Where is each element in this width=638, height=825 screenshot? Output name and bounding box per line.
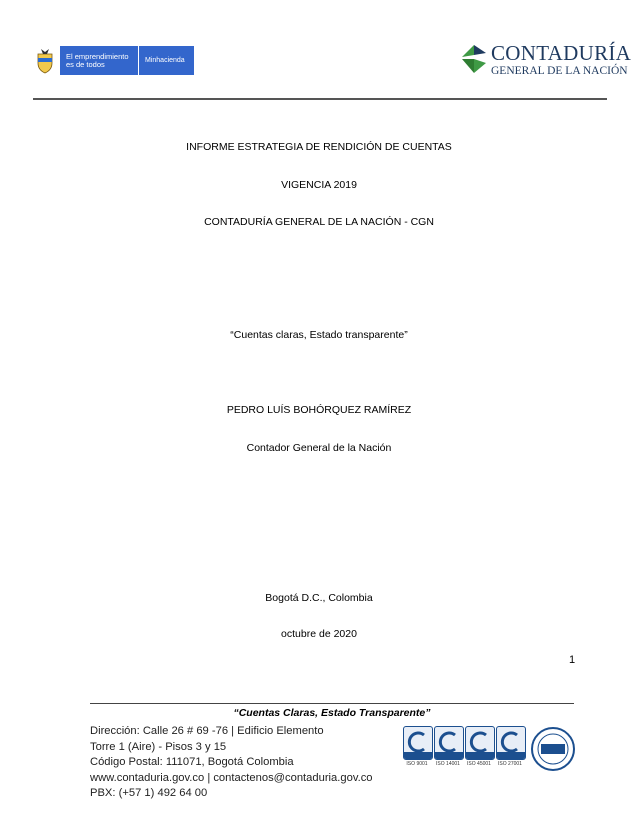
report-vigencia: VIGENCIA 2019 [281,179,357,191]
cert-code-1: 9001 [416,761,428,767]
certification-seal-icon [403,726,433,760]
cert-code-3: 45001 [477,761,491,767]
cgn-mark-icon [460,43,488,77]
footer-web-email: www.contaduria.gov.co | contactenos@contaduria.gov.co [90,771,373,784]
header-divider [33,98,607,100]
iqnet-seal-icon [530,726,576,772]
gov-slogan-box [60,46,138,75]
certification-logos [403,726,576,772]
footer-postal-code: Código Postal: 111071, Bogotá Colombia [90,756,294,768]
ministry-box [139,46,194,75]
cgn-logo [460,43,631,77]
footer-address: Dirección: Calle 26 # 69 -76 | Edificio Elemento [90,725,324,737]
page-number: 1 [569,654,576,666]
cgn-subname: GENERAL DE LA NACIÓN [491,65,628,77]
logo-divider [138,46,139,75]
certification-seal-icon [465,726,495,760]
cert-label-2: ISO [436,761,445,767]
footer-tower: Torre 1 (Aire) - Pisos 3 y 15 [90,740,227,753]
footer-divider [90,703,574,704]
signer-role: Contador General de la Nación [246,442,392,454]
certification-badge [403,726,431,767]
cert-code-2: 14001 [446,761,460,767]
certification-badge [496,726,524,767]
report-title: INFORME ESTRATEGIA DE RENDICIÓN DE CUENTAS [186,141,452,153]
certification-badge [465,726,493,767]
certification-badge [434,726,462,767]
footer-contact [90,724,373,802]
cgn-name: CONTADURÍA [491,41,632,65]
report-place: Bogotá D.C., Colombia [265,592,373,604]
report-slogan: “Cuentas claras, Estado transparente” [230,329,408,341]
certification-seal-icon [496,726,526,760]
report-entity: CONTADURÍA GENERAL DE LA NACIÓN - CGN [204,216,434,228]
footer-slogan: “Cuentas Claras, Estado Transparente” [233,707,431,719]
cert-label-1: ISO [406,761,416,767]
certification-seal-icon [434,726,464,760]
cert-code-4: 27001 [508,761,522,767]
gov-slogan-line2: es de todos [66,59,105,69]
government-logo [34,46,194,75]
cert-label-3: ISO [467,761,476,767]
footer-phone: PBX: (+57 1) 492 64 00 [90,787,208,799]
colombia-coat-of-arms-icon [34,46,56,75]
signer-name: PEDRO LUÍS BOHÓRQUEZ RAMÍREZ [226,404,412,416]
gov-slogan-line1: El emprendimiento [66,51,129,61]
report-date: octubre de 2020 [281,628,357,640]
cert-label-4: ISO [498,761,507,767]
ministry-label: Minhacienda [145,57,185,64]
